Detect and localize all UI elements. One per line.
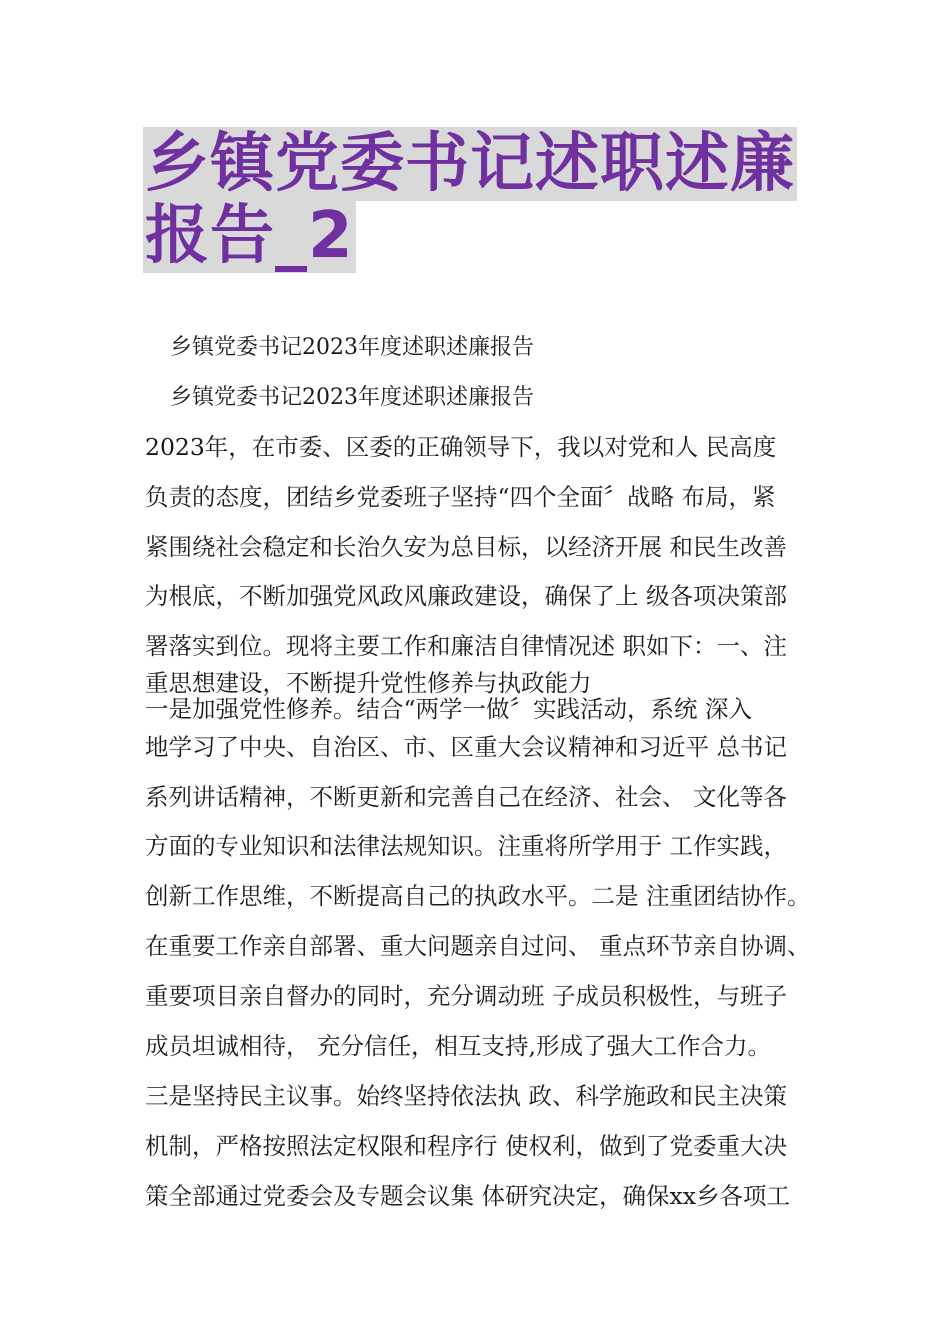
body-text-line: 地学习了中央、自治区、市、区重大会议精神和习近平 总书记 bbox=[145, 733, 787, 761]
body-text-line: 在重要工作亲自部署、重大问题亲自过问、 重点环节亲自协调、 bbox=[145, 932, 811, 960]
subtitle-line: 乡镇党委书记2023年度述职述廉报告 bbox=[170, 335, 534, 360]
document-title bbox=[143, 128, 823, 272]
document-title-text: 乡镇党委书记述职述廉报告_2 bbox=[145, 127, 795, 273]
body-text-line: 机制，严格按照法定权限和程序行 使权利，做到了党委重大决 bbox=[145, 1132, 787, 1160]
body-text-line: 成员坦诚相待， 充分信任，相互支持,形成了强大工作合力。 bbox=[145, 1032, 771, 1060]
body-text-line: 紧围绕社会稳定和长治久安为总目标，以经济开展 和民生改善 bbox=[145, 533, 787, 561]
subtitle-line: 乡镇党委书记2023年度述职述廉报告 bbox=[170, 385, 534, 410]
body-text-line: 系列讲话精神，不断更新和完善自己在经济、社会、 文化等各 bbox=[145, 783, 787, 811]
body-text-line: 2023年，在市委、区委的正确领导下，我以对党和人 民高度 bbox=[145, 433, 777, 461]
body-text-line: 方面的专业知识和法律法规知识。注重将所学用于 工作实践， bbox=[145, 832, 787, 860]
body-text-line: 为根底，不断加强党风政风廉政建设，确保了上 级各项决策部 bbox=[145, 582, 787, 610]
body-text-line: 署落实到位。现将主要工作和廉洁自律情况述 职如下：一、注 bbox=[145, 632, 787, 660]
body-text-line: 三是坚持民主议事。始终坚持依法执 政、科学施政和民主决策 bbox=[145, 1082, 787, 1110]
body-text-line: 重思想建设，不断提升党性修养与执政能力 bbox=[145, 669, 592, 697]
body-text-line: 一是加强党性修养。结合“两学一做〞实践活动，系统 深入 bbox=[145, 695, 752, 723]
body-text-line: 重要项目亲自督办的同时，充分调动班 子成员积极性，与班子 bbox=[145, 982, 787, 1010]
body-text-line: 创新工作思维，不断提高自己的执政水平。二是 注重团结协作。 bbox=[145, 882, 811, 910]
body-text-line: 负责的态度，团结乡党委班子坚持“四个全面〞战略 布局，紧 bbox=[145, 483, 776, 511]
body-text-line: 策全部通过党委会及专题会议集 体研究决定，确保xx乡各项工 bbox=[145, 1182, 790, 1210]
